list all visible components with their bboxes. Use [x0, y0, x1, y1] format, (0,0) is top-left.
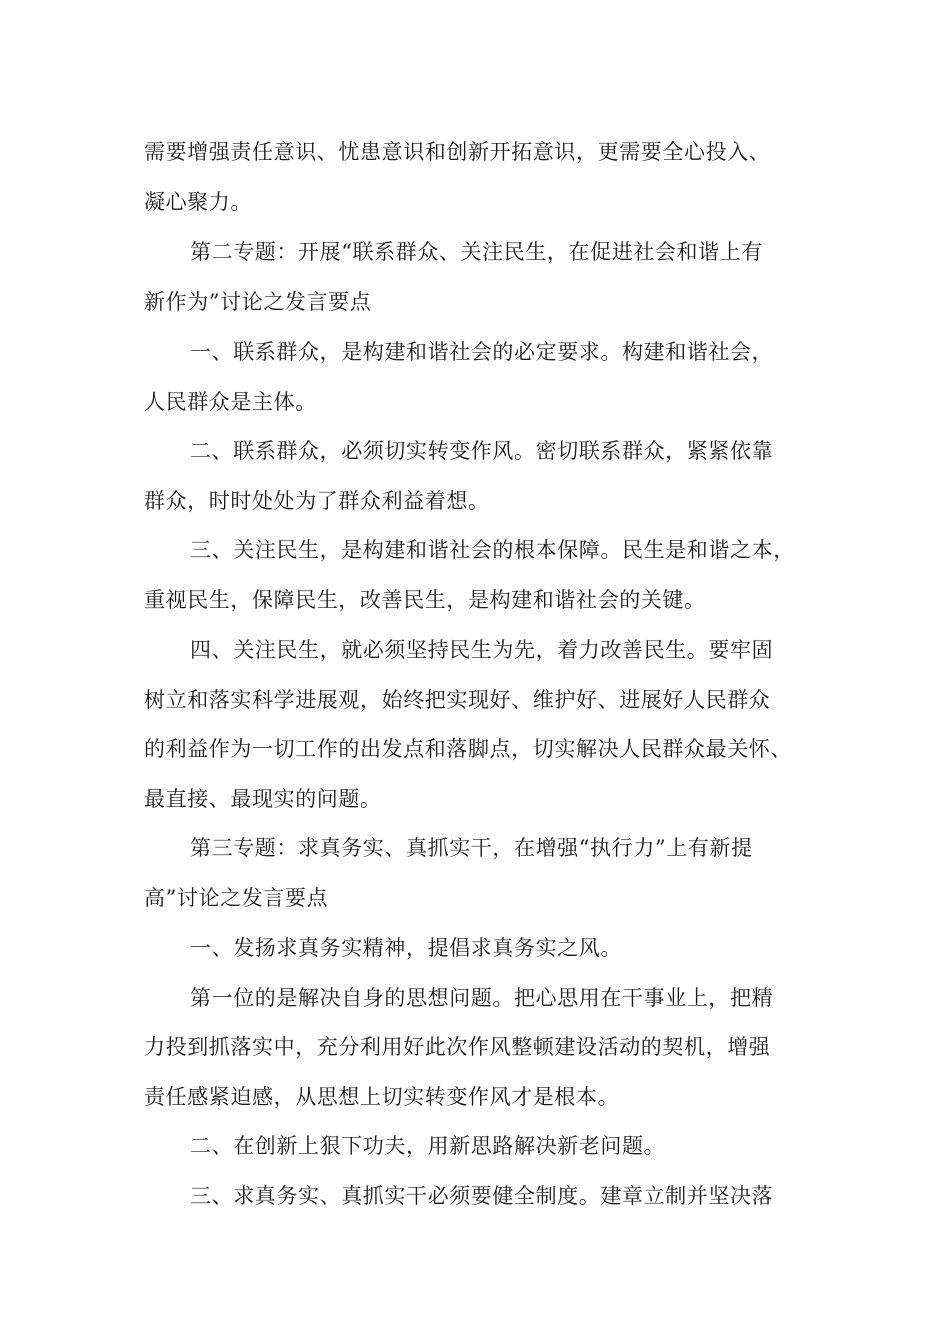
text-line: 的利益作为一切工作的出发点和落脚点，切实解决人民群众最关怀、	[144, 737, 792, 761]
text-line: 凝心聚力。	[144, 190, 252, 214]
section-heading: 高”讨论之发言要点	[144, 886, 329, 910]
text-line: 一、发扬求真务实精神，提倡求真务实之风。	[190, 936, 622, 960]
section-heading: 新作为”讨论之发言要点	[144, 290, 372, 314]
text-line: 三、求真务实、真抓实干必须要健全制度。建章立制并坚决落	[190, 1184, 774, 1208]
text-line: 人民群众是主体。	[144, 390, 317, 414]
text-line: 力投到抓落实中，充分利用好此次作风整顿建设活动的契机，增强	[144, 1035, 771, 1059]
text-line: 重视民生，保障民生，改善民生，是构建和谐社会的关键。	[144, 588, 706, 612]
section-heading: 第二专题：开展“联系群众、关注民生，在促进社会和谐上有	[190, 240, 763, 264]
text-line: 群众，时时处处为了群众利益着想。	[144, 489, 490, 513]
text-line: 责任感紧迫感，从思想上切实转变作风才是根本。	[144, 1085, 620, 1109]
text-line: 三、关注民生，是构建和谐社会的根本保障。民生是和谐之本，	[190, 538, 795, 562]
text-line: 最直接、最现实的问题。	[144, 787, 382, 811]
text-line: 第一位的是解决自身的思想问题。把心思用在干事业上，把精	[190, 986, 774, 1010]
text-line: 二、在创新上狠下功夫，用新思路解决新老问题。	[190, 1134, 666, 1158]
text-line: 树立和落实科学进展观，始终把实现好、维护好、进展好人民群众	[144, 688, 771, 712]
section-heading: 第三专题：求真务实、真抓实干，在增强“执行力”上有新提	[190, 836, 753, 860]
text-line: 二、联系群众，必须切实转变作风。密切联系群众，紧紧依靠	[190, 439, 774, 463]
text-line: 四、关注民生，就必须坚持民生为先，着力改善民生。要牢固	[190, 638, 774, 662]
text-line: 需要增强责任意识、忧患意识和创新开拓意识，更需要全心投入、	[144, 140, 771, 164]
text-line: 一、联系群众，是构建和谐社会的必定要求。构建和谐社会，	[190, 340, 774, 364]
